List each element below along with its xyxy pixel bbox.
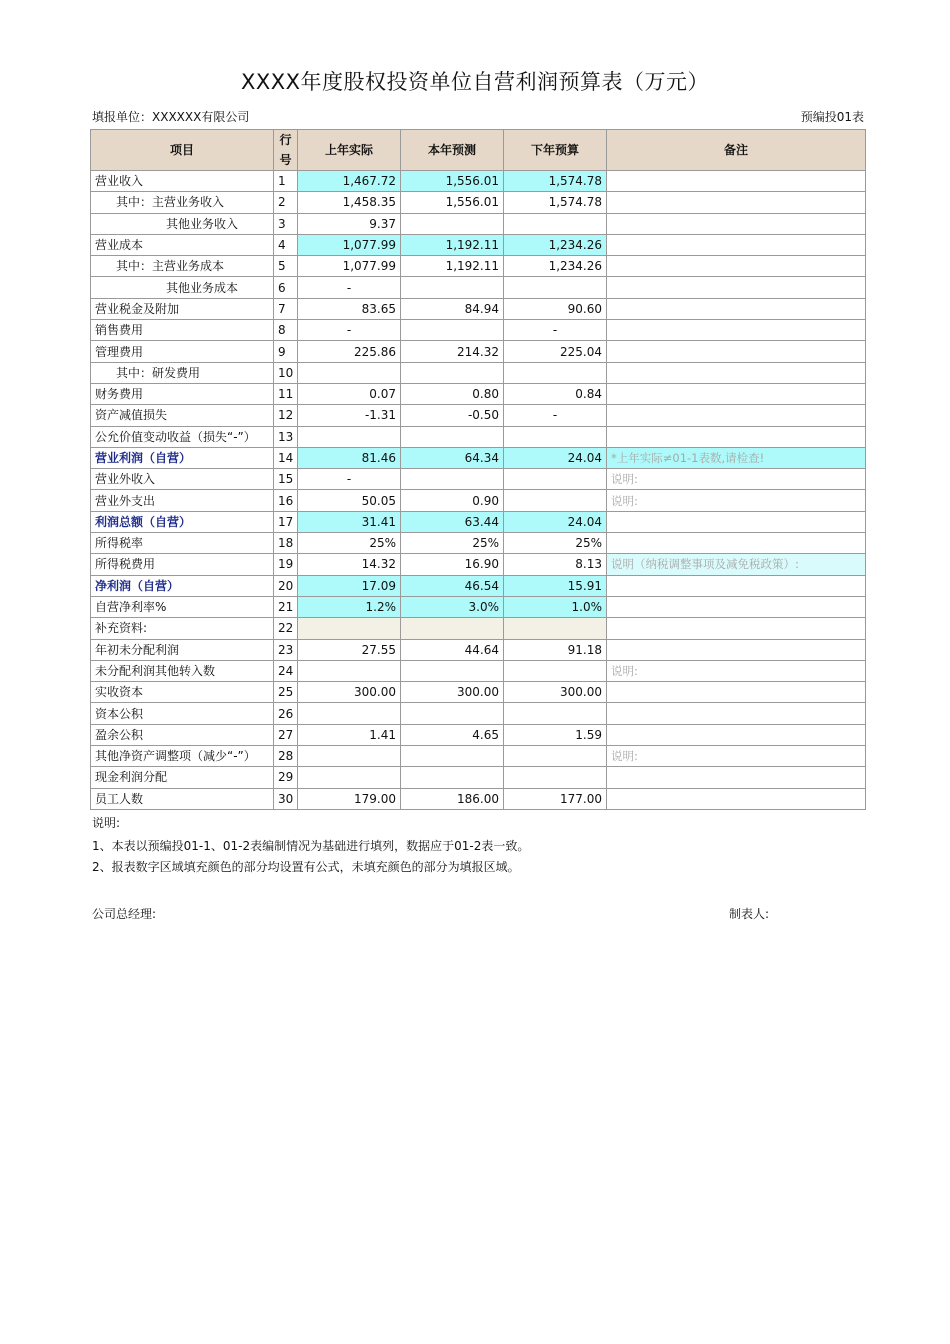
cell-last[interactable] (298, 362, 401, 383)
table-row (91, 256, 866, 277)
row-number: 17 (274, 511, 298, 532)
cell-note[interactable]: 说明: (607, 746, 866, 767)
cell-next[interactable] (504, 746, 607, 767)
cell-next[interactable]: 177.00 (504, 788, 607, 809)
cell-next[interactable] (504, 767, 607, 788)
cell-cur[interactable] (401, 362, 504, 383)
row-number: 3 (274, 213, 298, 234)
cell-last[interactable]: 9.37 (298, 213, 401, 234)
table-row (91, 639, 866, 660)
row-item: 补充资料: (91, 618, 274, 639)
cell-cur[interactable]: 0.80 (401, 383, 504, 404)
cell-last[interactable] (298, 746, 401, 767)
table-row (91, 320, 866, 341)
table-row (91, 447, 866, 468)
notes-heading: 说明: (92, 816, 121, 830)
table-row (91, 213, 866, 234)
row-item: 所得税率 (91, 533, 274, 554)
cell-note[interactable]: 说明: (607, 660, 866, 681)
cell-note[interactable] (607, 213, 866, 234)
table-row (91, 383, 866, 404)
cell-cur[interactable] (401, 213, 504, 234)
cell-cur[interactable] (401, 277, 504, 298)
cell-next[interactable]: - (504, 405, 607, 426)
table-header-row (91, 130, 866, 171)
cell-cur[interactable]: 16.90 (401, 554, 504, 575)
cell-cur[interactable]: 300.00 (401, 682, 504, 703)
row-number: 27 (274, 724, 298, 745)
cell-cur[interactable] (401, 426, 504, 447)
cell-cur[interactable] (401, 703, 504, 724)
row-number: 24 (274, 660, 298, 681)
row-number: 1 (274, 171, 298, 192)
cell-next[interactable]: 90.60 (504, 298, 607, 319)
row-number: 4 (274, 234, 298, 255)
cell-next[interactable] (504, 660, 607, 681)
row-item: 营业利润（自营） (91, 447, 274, 468)
preparer-signature: 制表人: (729, 907, 770, 921)
cell-last[interactable] (298, 703, 401, 724)
cell-cur: 1,556.01 (401, 171, 504, 192)
header-item: 项目 (91, 130, 274, 171)
cell-last[interactable] (298, 767, 401, 788)
row-item: 管理费用 (91, 341, 274, 362)
cell-next: 15.91 (504, 575, 607, 596)
table-row (91, 192, 866, 213)
note-line-2: 2、报表数字区域填充颜色的部分均设置有公式，未填充颜色的部分为填报区域。 (92, 860, 520, 874)
table-row (91, 703, 866, 724)
cell-last[interactable]: 0.07 (298, 383, 401, 404)
row-number: 11 (274, 383, 298, 404)
cell-note[interactable] (607, 703, 866, 724)
cell-cur: 46.54 (401, 575, 504, 596)
table-row (91, 660, 866, 681)
cell-cur[interactable]: 214.32 (401, 341, 504, 362)
cell-note[interactable] (607, 277, 866, 298)
header-rowno-2: 号 (279, 153, 292, 167)
cell-cur[interactable]: 4.65 (401, 724, 504, 745)
row-item: 自营净利率% (91, 596, 274, 617)
table-row (91, 618, 866, 639)
cell-next[interactable]: - (504, 320, 607, 341)
table-row (91, 746, 866, 767)
cell-note[interactable] (607, 533, 866, 554)
row-item: 财务费用 (91, 383, 274, 404)
row-number: 5 (274, 256, 298, 277)
cell-last: 1,077.99 (298, 234, 401, 255)
cell-last[interactable] (298, 426, 401, 447)
cell-last: 17.09 (298, 575, 401, 596)
cell-last[interactable]: - (298, 469, 401, 490)
row-number: 8 (274, 320, 298, 341)
cell-note[interactable] (607, 596, 866, 617)
row-item: 资产减值损失 (91, 405, 274, 426)
row-item: 现金利润分配 (91, 767, 274, 788)
cell-note[interactable] (607, 362, 866, 383)
table-row (91, 426, 866, 447)
cell-last[interactable] (298, 660, 401, 681)
cell-cur[interactable]: 1,192.11 (401, 256, 504, 277)
row-number: 22 (274, 618, 298, 639)
row-item: 其中：主营业务成本 (91, 256, 274, 277)
cell-cur[interactable]: 1,556.01 (401, 192, 504, 213)
header-next-year-budget: 下年预算 (504, 130, 607, 171)
cell-next[interactable] (504, 703, 607, 724)
row-item: 其他业务收入 (91, 213, 274, 234)
table-row (91, 575, 866, 596)
cell-last: 81.46 (298, 447, 401, 468)
row-item: 其他业务成本 (91, 277, 274, 298)
row-item: 其中：主营业务收入 (91, 192, 274, 213)
row-item: 营业收入 (91, 171, 274, 192)
table-row (91, 682, 866, 703)
table-row (91, 533, 866, 554)
table-row (91, 490, 866, 511)
table-row (91, 171, 866, 192)
cell-next[interactable]: 1,574.78 (504, 192, 607, 213)
row-item: 利润总额（自营） (91, 511, 274, 532)
cell-last[interactable]: 1.41 (298, 724, 401, 745)
table-row (91, 767, 866, 788)
row-item: 员工人数 (91, 788, 274, 809)
cell-note[interactable] (607, 405, 866, 426)
header-rowno-1: 行 (279, 133, 292, 147)
row-number: 28 (274, 746, 298, 767)
cell-last[interactable]: - (298, 320, 401, 341)
cell-note[interactable]: 说明（纳税调整事项及减免税政策）: (607, 554, 866, 575)
cell-next[interactable]: 8.13 (504, 554, 607, 575)
row-number: 6 (274, 277, 298, 298)
cell-note[interactable]: 说明: (607, 469, 866, 490)
row-number: 12 (274, 405, 298, 426)
row-number: 14 (274, 447, 298, 468)
row-number: 13 (274, 426, 298, 447)
cell-cur[interactable] (401, 746, 504, 767)
cell-last[interactable]: -1.31 (298, 405, 401, 426)
cell-next: 24.04 (504, 447, 607, 468)
cell-note[interactable] (607, 234, 866, 255)
cell-last[interactable]: 225.86 (298, 341, 401, 362)
row-number: 18 (274, 533, 298, 554)
row-item: 其他净资产调整项（减少“-”） (91, 746, 274, 767)
cell-last: 1,467.72 (298, 171, 401, 192)
cell-next: 1,574.78 (504, 171, 607, 192)
cell-note[interactable] (607, 639, 866, 660)
cell-cur[interactable] (401, 320, 504, 341)
cell-next (504, 618, 607, 639)
row-item: 营业外支出 (91, 490, 274, 511)
row-number: 19 (274, 554, 298, 575)
cell-last[interactable]: 25% (298, 533, 401, 554)
cell-note[interactable] (607, 511, 866, 532)
cell-note[interactable] (607, 618, 866, 639)
cell-cur[interactable]: 84.94 (401, 298, 504, 319)
table-row (91, 511, 866, 532)
row-item: 销售费用 (91, 320, 274, 341)
row-number: 26 (274, 703, 298, 724)
cell-cur[interactable] (401, 660, 504, 681)
row-number: 30 (274, 788, 298, 809)
reporting-unit: 填报单位：XXXXXX有限公司 (92, 110, 250, 124)
cell-next[interactable]: 91.18 (504, 639, 607, 660)
cell-cur[interactable]: 44.64 (401, 639, 504, 660)
cell-next[interactable]: 1.59 (504, 724, 607, 745)
cell-note[interactable]: 说明: (607, 490, 866, 511)
cell-last (298, 618, 401, 639)
cell-next: 1,234.26 (504, 234, 607, 255)
cell-cur: 3.0% (401, 596, 504, 617)
row-number: 2 (274, 192, 298, 213)
cell-note[interactable] (607, 767, 866, 788)
table-row (91, 554, 866, 575)
row-number: 16 (274, 490, 298, 511)
cell-last[interactable]: 1,458.35 (298, 192, 401, 213)
row-item: 营业税金及附加 (91, 298, 274, 319)
row-item: 盈余公积 (91, 724, 274, 745)
row-item: 公允价值变动收益（损失“-”） (91, 426, 274, 447)
row-item: 未分配利润其他转入数 (91, 660, 274, 681)
row-item: 年初未分配利润 (91, 639, 274, 660)
cell-cur: 1,192.11 (401, 234, 504, 255)
cell-note[interactable] (607, 575, 866, 596)
header-row-number (274, 130, 298, 171)
cell-next[interactable]: 0.84 (504, 383, 607, 404)
row-item: 所得税费用 (91, 554, 274, 575)
row-number: 23 (274, 639, 298, 660)
cell-cur[interactable]: -0.50 (401, 405, 504, 426)
cell-next[interactable] (504, 213, 607, 234)
row-number: 7 (274, 298, 298, 319)
header-last-year-actual: 上年实际 (298, 130, 401, 171)
table-row (91, 234, 866, 255)
cell-next[interactable]: 300.00 (504, 682, 607, 703)
cell-cur[interactable] (401, 767, 504, 788)
cell-next[interactable] (504, 277, 607, 298)
cell-last[interactable]: 300.00 (298, 682, 401, 703)
cell-note[interactable] (607, 724, 866, 745)
cell-next[interactable]: 25% (504, 533, 607, 554)
cell-next[interactable]: 225.04 (504, 341, 607, 362)
table-row (91, 298, 866, 319)
cell-next[interactable] (504, 490, 607, 511)
profit-budget-table (90, 129, 866, 810)
general-manager-signature: 公司总经理: (92, 907, 157, 921)
table-row (91, 405, 866, 426)
cell-cur[interactable]: 25% (401, 533, 504, 554)
cell-note[interactable] (607, 171, 866, 192)
note-line-1: 1、本表以预编投01-1、01-2表编制情况为基础进行填列，数据应于01-2表一致。 (92, 839, 530, 853)
row-number: 10 (274, 362, 298, 383)
cell-note[interactable] (607, 341, 866, 362)
cell-next[interactable] (504, 426, 607, 447)
cell-last[interactable]: 14.32 (298, 554, 401, 575)
table-row (91, 596, 866, 617)
cell-cur: 63.44 (401, 511, 504, 532)
cell-last[interactable]: - (298, 277, 401, 298)
cell-last[interactable]: 27.55 (298, 639, 401, 660)
row-number: 21 (274, 596, 298, 617)
cell-last[interactable]: 179.00 (298, 788, 401, 809)
table-row (91, 469, 866, 490)
row-item: 营业成本 (91, 234, 274, 255)
cell-note[interactable] (607, 298, 866, 319)
cell-note[interactable] (607, 256, 866, 277)
cell-cur (401, 618, 504, 639)
cell-next[interactable] (504, 362, 607, 383)
cell-last[interactable]: 1,077.99 (298, 256, 401, 277)
table-row (91, 724, 866, 745)
row-number: 29 (274, 767, 298, 788)
row-item: 净利润（自营） (91, 575, 274, 596)
cell-cur[interactable]: 186.00 (401, 788, 504, 809)
table-row (91, 362, 866, 383)
cell-cur: 64.34 (401, 447, 504, 468)
page-title: XXXX年度股权投资单位自营利润预算表（万元） (240, 70, 710, 94)
cell-last[interactable]: 50.05 (298, 490, 401, 511)
cell-note[interactable] (607, 383, 866, 404)
row-number: 15 (274, 469, 298, 490)
row-item: 资本公积 (91, 703, 274, 724)
cell-next[interactable]: 1,234.26 (504, 256, 607, 277)
cell-last: 1.2% (298, 596, 401, 617)
row-number: 20 (274, 575, 298, 596)
table-row (91, 277, 866, 298)
row-item: 其中：研发费用 (91, 362, 274, 383)
cell-note[interactable] (607, 788, 866, 809)
cell-cur[interactable]: 0.90 (401, 490, 504, 511)
cell-note[interactable] (607, 682, 866, 703)
cell-next: 1.0% (504, 596, 607, 617)
cell-last: 31.41 (298, 511, 401, 532)
row-item: 实收资本 (91, 682, 274, 703)
cell-cur[interactable] (401, 469, 504, 490)
cell-note[interactable] (607, 426, 866, 447)
cell-next: 24.04 (504, 511, 607, 532)
header-remarks: 备注 (607, 130, 866, 171)
cell-note[interactable] (607, 320, 866, 341)
header-current-year-forecast: 本年预测 (401, 130, 504, 171)
row-item: 营业外收入 (91, 469, 274, 490)
table-row (91, 341, 866, 362)
cell-last[interactable]: 83.65 (298, 298, 401, 319)
row-number: 25 (274, 682, 298, 703)
row-number: 9 (274, 341, 298, 362)
cell-note: *上年实际≠01-1表数,请检查! (607, 447, 866, 468)
cell-next[interactable] (504, 469, 607, 490)
form-code: 预编投01表 (800, 110, 864, 124)
table-row (91, 788, 866, 809)
cell-note[interactable] (607, 192, 866, 213)
